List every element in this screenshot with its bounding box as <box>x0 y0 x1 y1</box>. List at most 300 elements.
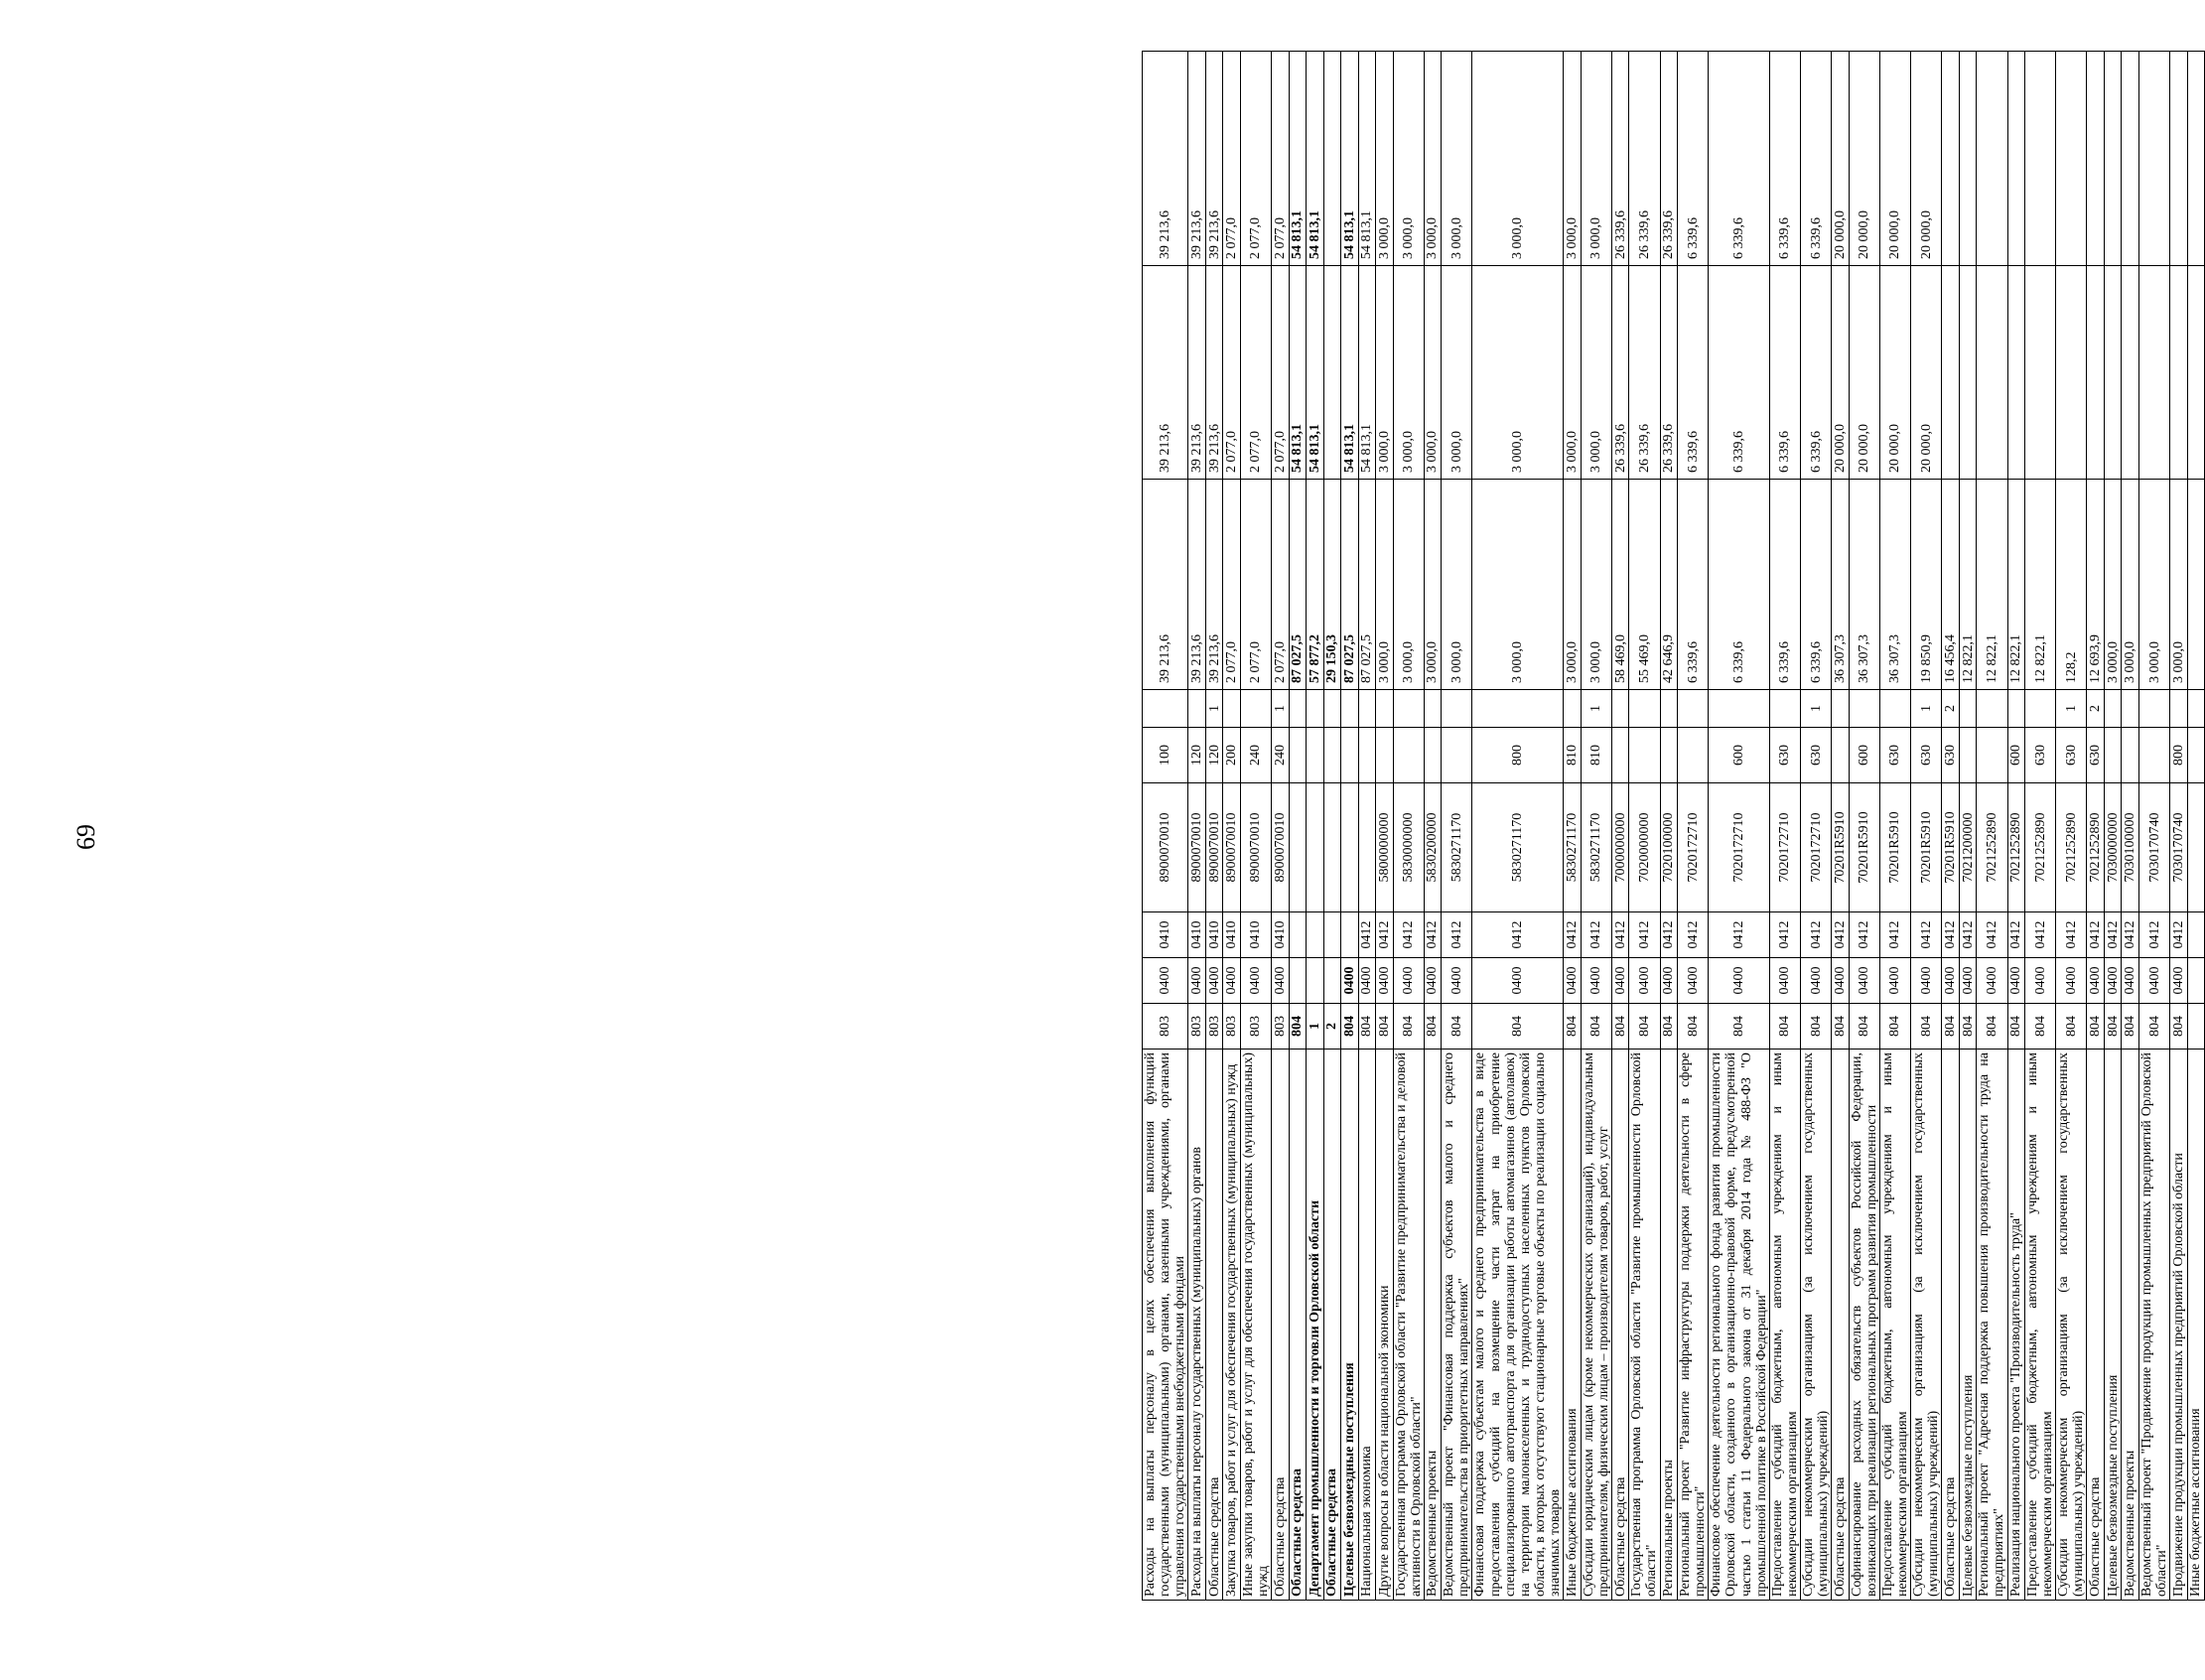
row-target-article-code: 70201R5910 <box>1911 783 1942 912</box>
row-section-code: 0400 <box>2122 958 2139 1004</box>
row-funding-mark <box>1143 690 1188 728</box>
row-funding-mark <box>1289 690 1307 728</box>
row-target-article-code: 5830200000 <box>1424 783 1442 912</box>
row-sum-year-1 <box>2187 480 2205 690</box>
row-expense-type-code <box>1977 728 2007 783</box>
row-funding-mark <box>1307 690 1324 728</box>
row-sum-year-2: 6 339,6 <box>1769 266 1800 480</box>
row-subsection-code: 0412 <box>1678 912 1709 958</box>
row-sum-year-3 <box>2056 52 2087 266</box>
row-ministry-code: 804 <box>1942 1004 1960 1050</box>
row-section-code: 0400 <box>1709 958 1769 1004</box>
row-sum-year-3: 3 000,0 <box>1376 52 1394 266</box>
row-sum-year-1: 19 850,9 <box>1911 480 1942 690</box>
row-sum-year-1: 3 000,0 <box>2138 480 2169 690</box>
row-funding-mark <box>1376 690 1394 728</box>
table-row <box>2138 52 2169 1601</box>
row-description: Областные средства <box>1942 1050 1960 1601</box>
page-number: 69 <box>71 824 100 850</box>
row-sum-year-3: 3 000,0 <box>1564 52 1582 266</box>
row-ministry-code: 804 <box>2138 1004 2169 1050</box>
row-subsection-code: 0412 <box>1959 912 1977 958</box>
row-sum-year-3: 26 339,6 <box>1611 52 1629 266</box>
row-section-code: 0400 <box>1660 958 1678 1004</box>
row-ministry-code: 804 <box>1959 1004 1977 1050</box>
row-sum-year-1: 87 027,5 <box>1341 480 1359 690</box>
row-target-article-code: 7020100000 <box>1660 783 1678 912</box>
row-section-code: 0400 <box>1611 958 1629 1004</box>
row-funding-mark <box>1611 690 1629 728</box>
row-sum-year-2: 26 339,6 <box>1611 266 1629 480</box>
row-target-article-code: 7030170740 <box>2170 783 2188 912</box>
row-funding-mark: 2 <box>1942 690 1960 728</box>
row-sum-year-3: 3 000,0 <box>1442 52 1472 266</box>
row-funding-mark <box>2025 690 2056 728</box>
row-target-article-code: 5800000000 <box>1376 783 1394 912</box>
row-sum-year-2: 6 339,6 <box>1709 266 1769 480</box>
table-row <box>1143 52 1188 1601</box>
row-sum-year-2: 3 000,0 <box>1564 266 1582 480</box>
row-subsection-code: 0412 <box>2087 912 2105 958</box>
row-funding-mark <box>1879 690 1910 728</box>
row-ministry-code: 804 <box>1581 1004 1611 1050</box>
row-sum-year-1: 57 877,2 <box>1307 480 1324 690</box>
row-sum-year-2 <box>2122 266 2139 480</box>
row-ministry-code: 803 <box>1188 1004 1206 1050</box>
row-sum-year-2: 54 813,1 <box>1358 266 1376 480</box>
row-target-article-code <box>1289 783 1307 912</box>
row-sum-year-1: 12 822,1 <box>2025 480 2056 690</box>
row-target-article-code: 7021252890 <box>2007 783 2025 912</box>
row-section-code: 0400 <box>1393 958 1424 1004</box>
row-section-code <box>1289 958 1307 1004</box>
row-description: Региональный проект "Развитие инфраструктуры поддержки деятельности в сфере промышленности" <box>1678 1050 1709 1601</box>
row-section-code: 0400 <box>1911 958 1942 1004</box>
row-sum-year-2: 20 000,0 <box>1879 266 1910 480</box>
row-sum-year-3 <box>2087 52 2105 266</box>
row-funding-mark <box>1188 690 1206 728</box>
table-row <box>1879 52 1910 1601</box>
table-row <box>2104 52 2122 1601</box>
row-sum-year-3: 20 000,0 <box>1911 52 1942 266</box>
row-description: Финансовая поддержка субъектам малого и среднего предпринимательства в виде предоставления субсидий на возмещение части затрат на приобретение специализированного автотранспорта для организации работы автомагазинов (автолавок) на территории малонаселенных и труднодоступных населенных пунктов Орловской области, в которых отсутствуют стационарные торговые объекты по реализации социально значимых товаров <box>1472 1050 1564 1601</box>
table-row <box>1660 52 1678 1601</box>
row-section-code: 0400 <box>1424 958 1442 1004</box>
row-sum-year-3: 6 339,6 <box>1769 52 1800 266</box>
row-section-code: 0400 <box>1223 958 1241 1004</box>
row-target-article-code: 7020172710 <box>1800 783 1831 912</box>
row-section-code: 0400 <box>2007 958 2025 1004</box>
row-sum-year-2: 2 077,0 <box>1272 266 1290 480</box>
row-funding-mark <box>2187 690 2205 728</box>
row-sum-year-2: 54 813,1 <box>1307 266 1324 480</box>
row-sum-year-2: 20 000,0 <box>1832 266 1850 480</box>
row-target-article-code: 70201R5910 <box>1849 783 1879 912</box>
row-ministry-code: 804 <box>1289 1004 1307 1050</box>
row-expense-type-code <box>1442 728 1472 783</box>
row-description: Предоставление субсидий бюджетным, автономным учреждениям и иным некоммерческим организациям <box>1879 1050 1910 1601</box>
row-expense-type-code: 630 <box>2087 728 2105 783</box>
row-sum-year-1: 2 077,0 <box>1223 480 1241 690</box>
row-sum-year-2: 20 000,0 <box>1849 266 1879 480</box>
row-description: Ведомственные проекты <box>2122 1050 2139 1601</box>
row-subsection-code: 0412 <box>1472 912 1564 958</box>
row-subsection-code: 0412 <box>1849 912 1879 958</box>
row-expense-type-code: 630 <box>1800 728 1831 783</box>
row-subsection-code <box>2187 912 2205 958</box>
row-expense-type-code: 600 <box>1709 728 1769 783</box>
row-description: Субсидии некоммерческим организациям (за исключением государственных (муниципальных) учреждений) <box>1911 1050 1942 1601</box>
row-expense-type-code: 810 <box>1564 728 1582 783</box>
row-description: Государственная программа Орловской области "Развитие промышленности Орловской области" <box>1629 1050 1660 1601</box>
row-section-code: 0400 <box>2087 958 2105 1004</box>
row-ministry-code: 804 <box>1879 1004 1910 1050</box>
row-sum-year-1: 12 822,1 <box>2007 480 2025 690</box>
row-description: Ведомственный проект "Продвижение продукции промышленных предприятий Орловской области" <box>2138 1050 2169 1601</box>
row-section-code: 0400 <box>1341 958 1359 1004</box>
row-expense-type-code: 630 <box>2025 728 2056 783</box>
row-sum-year-2 <box>2170 266 2188 480</box>
row-sum-year-3 <box>1942 52 1960 266</box>
row-target-article-code: 5830271170 <box>1442 783 1472 912</box>
row-funding-mark: 1 <box>1581 690 1611 728</box>
row-section-code: 0400 <box>1581 958 1611 1004</box>
row-ministry-code: 804 <box>1660 1004 1678 1050</box>
row-expense-type-code: 120 <box>1205 728 1223 783</box>
row-sum-year-3: 54 813,1 <box>1341 52 1359 266</box>
row-section-code: 0400 <box>1564 958 1582 1004</box>
row-funding-mark: 1 <box>2056 690 2087 728</box>
row-target-article-code: 7021252890 <box>1977 783 2007 912</box>
row-sum-year-3: 6 339,6 <box>1678 52 1709 266</box>
row-ministry-code: 804 <box>1564 1004 1582 1050</box>
table-row <box>1358 52 1376 1601</box>
row-description: Реализация национального проекта "Производительность труда" <box>2007 1050 2025 1601</box>
row-description: Предоставление субсидий бюджетным, автономным учреждениям и иным некоммерческим организациям <box>2025 1050 2056 1601</box>
row-funding-mark <box>2170 690 2188 728</box>
row-sum-year-1: 3 000,0 <box>1581 480 1611 690</box>
row-ministry-code: 804 <box>1424 1004 1442 1050</box>
table-row <box>1442 52 1472 1601</box>
row-subsection-code: 0412 <box>1709 912 1769 958</box>
row-funding-mark <box>2122 690 2139 728</box>
row-expense-type-code: 600 <box>1849 728 1879 783</box>
row-description: Предоставление субсидий бюджетным, автономным учреждениям и иным некоммерческим организациям <box>1769 1050 1800 1601</box>
row-sum-year-2: 20 000,0 <box>1911 266 1942 480</box>
row-sum-year-2: 39 213,6 <box>1188 266 1206 480</box>
budget-table-body <box>1143 52 2205 1601</box>
row-description: Финансовое обеспечение деятельности регионального фонда развития промышленности Орловской области, созданного в организационно-правовой форме, предусмотренной частью 1 статьи 11 Федерального закона от 31 декабря 2014 года № 488-ФЗ "О промышленной политике в Российской Федерации" <box>1709 1050 1769 1601</box>
row-ministry-code: 2 <box>1323 1004 1341 1050</box>
row-description: Областные средства <box>1323 1050 1341 1601</box>
row-subsection-code: 0412 <box>1611 912 1629 958</box>
row-subsection-code: 0412 <box>1564 912 1582 958</box>
row-section-code: 0400 <box>1942 958 1960 1004</box>
row-sum-year-2 <box>2007 266 2025 480</box>
row-funding-mark: 2 <box>2087 690 2105 728</box>
row-section-code: 0400 <box>2170 958 2188 1004</box>
row-sum-year-3: 6 339,6 <box>1709 52 1769 266</box>
row-section-code <box>1307 958 1324 1004</box>
row-sum-year-3: 2 077,0 <box>1272 52 1290 266</box>
row-section-code: 0400 <box>2104 958 2122 1004</box>
row-expense-type-code <box>1393 728 1424 783</box>
row-sum-year-3: 39 213,6 <box>1143 52 1188 266</box>
row-target-article-code: 7020000000 <box>1629 783 1660 912</box>
row-ministry-code: 804 <box>1769 1004 1800 1050</box>
row-expense-type-code: 630 <box>1879 728 1910 783</box>
row-subsection-code <box>1289 912 1307 958</box>
row-funding-mark <box>1678 690 1709 728</box>
row-ministry-code: 804 <box>1341 1004 1359 1050</box>
row-expense-type-code <box>1323 728 1341 783</box>
row-subsection-code: 0412 <box>1660 912 1678 958</box>
row-sum-year-1: 36 307,3 <box>1849 480 1879 690</box>
row-sum-year-2: 54 813,1 <box>1341 266 1359 480</box>
row-section-code: 0400 <box>1678 958 1709 1004</box>
row-ministry-code: 804 <box>1977 1004 2007 1050</box>
row-sum-year-2: 2 077,0 <box>1223 266 1241 480</box>
row-sum-year-2 <box>2087 266 2105 480</box>
row-description: Областные средства <box>1205 1050 1223 1601</box>
row-sum-year-3 <box>1959 52 1977 266</box>
row-sum-year-1: 3 000,0 <box>1472 480 1564 690</box>
table-row <box>1205 52 1223 1601</box>
row-subsection-code: 0412 <box>1832 912 1850 958</box>
table-row <box>1678 52 1709 1601</box>
row-funding-mark <box>2138 690 2169 728</box>
row-description: Региональный проект "Адресная поддержка повышения производительности труда на предприятиях" <box>1977 1050 2007 1601</box>
row-target-article-code: 5830271170 <box>1564 783 1582 912</box>
table-row <box>1393 52 1424 1601</box>
row-subsection-code: 0412 <box>2056 912 2087 958</box>
table-row <box>1223 52 1241 1601</box>
row-sum-year-2: 6 339,6 <box>1678 266 1709 480</box>
row-sum-year-1: 3 000,0 <box>1424 480 1442 690</box>
row-sum-year-2 <box>2138 266 2169 480</box>
row-sum-year-1: 12 822,1 <box>1959 480 1977 690</box>
row-expense-type-code: 630 <box>1942 728 1960 783</box>
row-sum-year-3: 54 813,1 <box>1307 52 1324 266</box>
row-subsection-code: 0412 <box>2025 912 2056 958</box>
row-sum-year-2: 6 339,6 <box>1800 266 1831 480</box>
row-ministry-code: 804 <box>1393 1004 1424 1050</box>
row-description: Иные бюджетные ассигнования <box>1564 1050 1582 1601</box>
row-sum-year-3: 2 077,0 <box>1240 52 1271 266</box>
row-funding-mark <box>1849 690 1879 728</box>
table-row <box>1307 52 1324 1601</box>
row-description: Областные средства <box>2087 1050 2105 1601</box>
table-row <box>1581 52 1611 1601</box>
row-subsection-code: 0412 <box>1376 912 1394 958</box>
row-section-code: 0400 <box>1188 958 1206 1004</box>
row-description: Областные средства <box>1272 1050 1290 1601</box>
row-target-article-code: 7000000000 <box>1611 783 1629 912</box>
row-sum-year-2 <box>2104 266 2122 480</box>
row-ministry-code: 803 <box>1143 1004 1188 1050</box>
row-target-article-code: 8900070010 <box>1240 783 1271 912</box>
row-sum-year-1: 16 456,4 <box>1942 480 1960 690</box>
row-ministry-code: 803 <box>1223 1004 1241 1050</box>
row-expense-type-code <box>2122 728 2139 783</box>
row-sum-year-1: 36 307,3 <box>1832 480 1850 690</box>
row-ministry-code: 804 <box>2170 1004 2188 1050</box>
row-sum-year-3 <box>2187 52 2205 266</box>
row-description: Областные средства <box>1289 1050 1307 1601</box>
row-target-article-code: 8900070010 <box>1223 783 1241 912</box>
row-funding-mark <box>1832 690 1850 728</box>
row-expense-type-code <box>1611 728 1629 783</box>
row-ministry-code: 804 <box>1911 1004 1942 1050</box>
row-expense-type-code: 120 <box>1188 728 1206 783</box>
row-ministry-code: 804 <box>1376 1004 1394 1050</box>
row-funding-mark: 1 <box>1205 690 1223 728</box>
row-sum-year-2: 3 000,0 <box>1393 266 1424 480</box>
row-subsection-code: 0410 <box>1143 912 1188 958</box>
row-sum-year-1: 128,2 <box>2056 480 2087 690</box>
row-description: Областные средства <box>1611 1050 1629 1601</box>
row-sum-year-2 <box>2056 266 2087 480</box>
row-target-article-code: 7030100000 <box>2122 783 2139 912</box>
row-sum-year-1: 58 469,0 <box>1611 480 1629 690</box>
row-ministry-code: 804 <box>1611 1004 1629 1050</box>
row-sum-year-3: 3 000,0 <box>1424 52 1442 266</box>
row-funding-mark <box>1629 690 1660 728</box>
row-funding-mark <box>1341 690 1359 728</box>
row-sum-year-1: 2 077,0 <box>1272 480 1290 690</box>
row-sum-year-1: 2 077,0 <box>1240 480 1271 690</box>
row-ministry-code: 804 <box>2056 1004 2087 1050</box>
row-description: Софинансирование расходных обязательств субъектов Российской Федерации, возникающих при реализации региональных программ развития промышленности <box>1849 1050 1879 1601</box>
row-sum-year-2: 54 813,1 <box>1289 266 1307 480</box>
row-sum-year-2: 26 339,6 <box>1629 266 1660 480</box>
row-description: Закупка товаров, работ и услуг для обеспечения государственных (муниципальных) нужд <box>1223 1050 1241 1601</box>
row-sum-year-2: 3 000,0 <box>1424 266 1442 480</box>
row-sum-year-2: 2 077,0 <box>1240 266 1271 480</box>
table-row <box>2025 52 2056 1601</box>
row-target-article-code: 7030000000 <box>2104 783 2122 912</box>
row-sum-year-1: 3 000,0 <box>1376 480 1394 690</box>
row-target-article-code: 8900070010 <box>1188 783 1206 912</box>
row-subsection-code <box>1323 912 1341 958</box>
table-row <box>1942 52 1960 1601</box>
row-sum-year-3 <box>2170 52 2188 266</box>
row-ministry-code: 804 <box>1832 1004 1850 1050</box>
row-sum-year-2: 3 000,0 <box>1442 266 1472 480</box>
row-subsection-code: 0410 <box>1205 912 1223 958</box>
row-expense-type-code: 630 <box>2056 728 2087 783</box>
row-subsection-code: 0412 <box>2138 912 2169 958</box>
row-ministry-code: 804 <box>1709 1004 1769 1050</box>
table-row <box>1959 52 1977 1601</box>
row-description: Государственная программа Орловской области "Развитие предпринимательства и деловой активности в Орловской области" <box>1393 1050 1424 1601</box>
row-ministry-code <box>2187 1004 2205 1050</box>
row-funding-mark <box>1959 690 1977 728</box>
budget-table <box>1142 51 2205 1601</box>
row-expense-type-code <box>2104 728 2122 783</box>
row-ministry-code: 804 <box>1358 1004 1376 1050</box>
budget-table-sheet <box>1142 52 2204 1601</box>
row-sum-year-3 <box>1977 52 2007 266</box>
row-expense-type-code <box>1959 728 1977 783</box>
row-sum-year-1: 3 000,0 <box>1564 480 1582 690</box>
row-sum-year-3 <box>2104 52 2122 266</box>
row-sum-year-3 <box>2007 52 2025 266</box>
row-description: Региональные проекты <box>1660 1050 1678 1601</box>
row-expense-type-code <box>1660 728 1678 783</box>
row-sum-year-3: 26 339,6 <box>1660 52 1678 266</box>
row-subsection-code: 0412 <box>1442 912 1472 958</box>
row-expense-type-code <box>1376 728 1394 783</box>
row-ministry-code: 804 <box>2025 1004 2056 1050</box>
row-expense-type-code <box>1629 728 1660 783</box>
row-description: Ведомственный проект "Финансовая поддержка субъектов малого и среднего предпринимательства в приоритетных направлениях" <box>1442 1050 1472 1601</box>
row-funding-mark <box>1709 690 1769 728</box>
table-row <box>2087 52 2105 1601</box>
row-description: Субсидии некоммерческим организациям (за исключением государственных (муниципальных) учреждений) <box>1800 1050 1831 1601</box>
row-sum-year-2: 3 000,0 <box>1472 266 1564 480</box>
row-sum-year-1: 3 000,0 <box>1442 480 1472 690</box>
row-expense-type-code: 810 <box>1581 728 1611 783</box>
row-sum-year-3: 39 213,6 <box>1205 52 1223 266</box>
row-section-code: 0400 <box>1205 958 1223 1004</box>
row-subsection-code: 0412 <box>1879 912 1910 958</box>
table-row <box>1800 52 1831 1601</box>
table-row <box>1769 52 1800 1601</box>
row-section-code: 0400 <box>1849 958 1879 1004</box>
row-funding-mark <box>1323 690 1341 728</box>
row-section-code: 0400 <box>1442 958 1472 1004</box>
row-target-article-code: 70201R5910 <box>1832 783 1850 912</box>
row-subsection-code: 0412 <box>2007 912 2025 958</box>
row-subsection-code: 0412 <box>2170 912 2188 958</box>
row-expense-type-code <box>1832 728 1850 783</box>
table-row <box>1564 52 1582 1601</box>
row-expense-type-code: 240 <box>1272 728 1290 783</box>
row-subsection-code: 0410 <box>1272 912 1290 958</box>
row-expense-type-code <box>1678 728 1709 783</box>
table-row <box>2122 52 2139 1601</box>
row-target-article-code: 8900070010 <box>1143 783 1188 912</box>
row-sum-year-3 <box>2138 52 2169 266</box>
row-sum-year-2 <box>1942 266 1960 480</box>
row-funding-mark <box>1358 690 1376 728</box>
table-row <box>1709 52 1769 1601</box>
row-target-article-code <box>2187 783 2205 912</box>
row-target-article-code: 8900070010 <box>1272 783 1290 912</box>
row-ministry-code: 804 <box>1678 1004 1709 1050</box>
row-sum-year-2: 3 000,0 <box>1581 266 1611 480</box>
row-funding-mark <box>1769 690 1800 728</box>
row-sum-year-1: 3 000,0 <box>2104 480 2122 690</box>
row-expense-type-code: 100 <box>1143 728 1188 783</box>
row-target-article-code: 70201R5910 <box>1942 783 1960 912</box>
row-ministry-code: 804 <box>2007 1004 2025 1050</box>
row-funding-mark <box>1442 690 1472 728</box>
row-sum-year-1: 55 469,0 <box>1629 480 1660 690</box>
table-row <box>1289 52 1307 1601</box>
row-expense-type-code <box>1289 728 1307 783</box>
row-description: Расходы на выплаты персоналу в целях обеспечения выполнения функций государственными (муниципальными) органами, казенными учреждениями, органами управления государственными внебюджетными фондами <box>1143 1050 1188 1601</box>
table-row <box>1849 52 1879 1601</box>
row-funding-mark <box>1472 690 1564 728</box>
table-row <box>1323 52 1341 1601</box>
row-ministry-code: 804 <box>1472 1004 1564 1050</box>
row-sum-year-3 <box>1323 52 1341 266</box>
table-row <box>1832 52 1850 1601</box>
row-sum-year-3: 20 000,0 <box>1849 52 1879 266</box>
row-sum-year-1: 6 339,6 <box>1800 480 1831 690</box>
